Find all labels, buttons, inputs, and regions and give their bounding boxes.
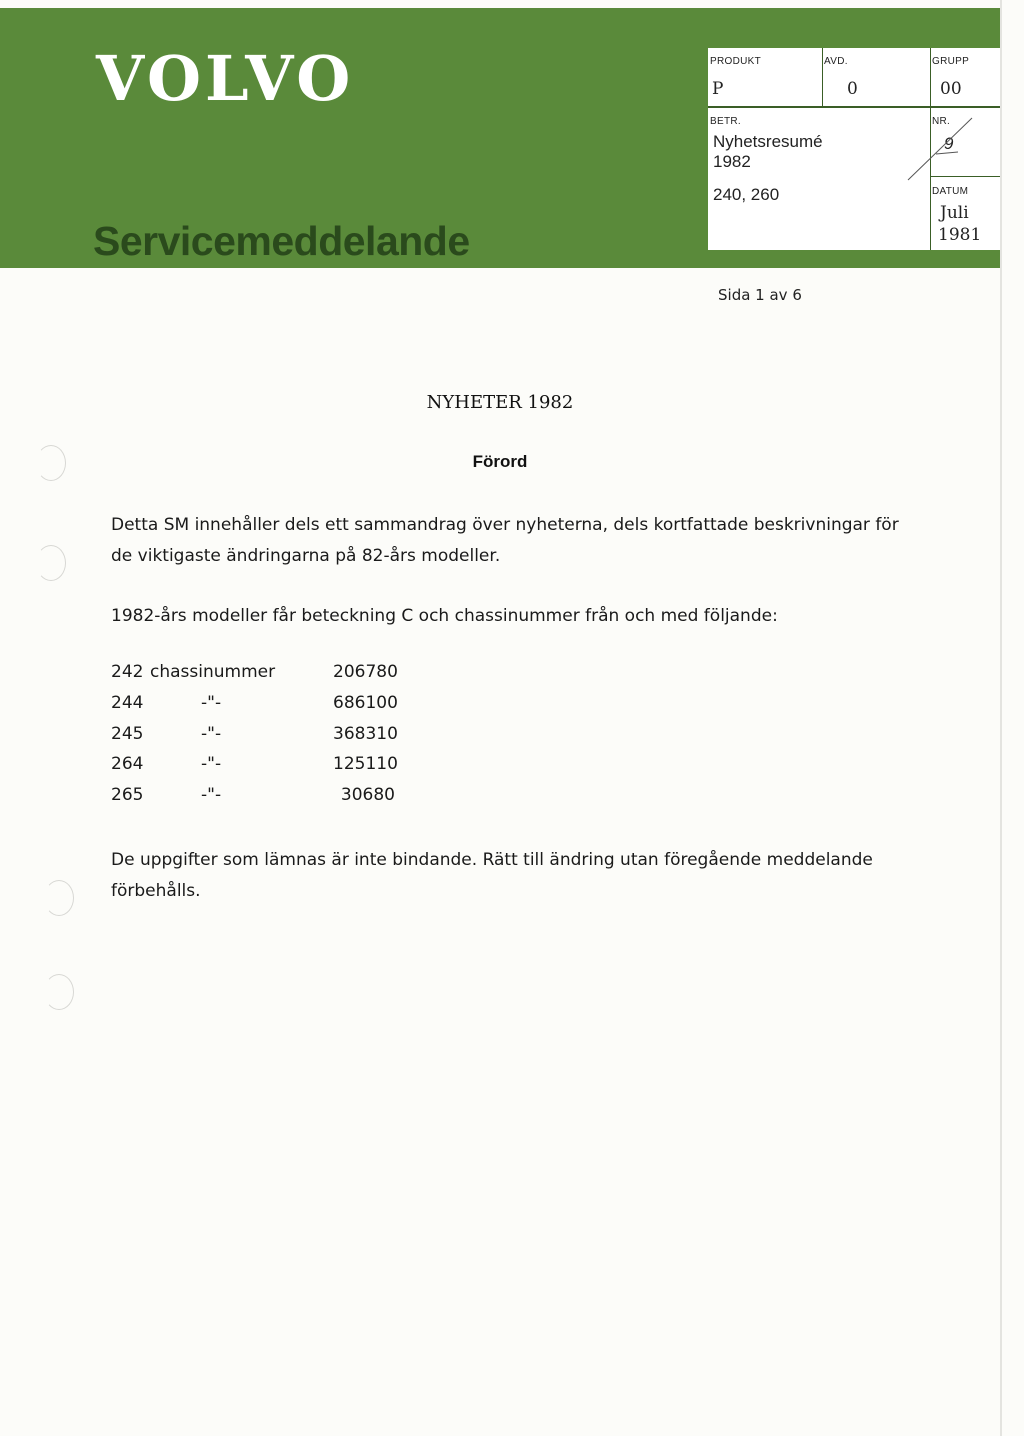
label-cell: chassinummer: [150, 662, 276, 682]
punch-hole-icon: [36, 445, 66, 481]
ditto-cell: -"-: [201, 693, 222, 713]
betr-label: BETR.: [710, 116, 741, 127]
chassis-number-cell: 368310: [333, 724, 398, 744]
datum-line-2: 1981: [938, 225, 982, 245]
intro-paragraph: Detta SM innehåller dels ett sammandrag över nyheterna, dels kortfattade beskrivningar för de viktigaste ändringarna på 82-års modeller.: [111, 515, 899, 566]
betr-line-2: 1982: [713, 152, 751, 171]
avd-label: AVD.: [824, 56, 848, 67]
ditto-cell: -"-: [201, 754, 222, 774]
produkt-value: P: [712, 79, 724, 99]
chassis-intro-paragraph: 1982-års modeller får beteckning C och chassinummer från och med följande:: [111, 606, 778, 626]
chassis-number-cell: 30680: [340, 785, 395, 805]
sub-heading: Förord: [472, 452, 528, 471]
info-box: [708, 48, 1000, 250]
divider: [822, 48, 823, 106]
chassis-number-cell: 206780: [333, 662, 398, 682]
betr-line-3: 240, 260: [713, 185, 780, 204]
grupp-label: GRUPP: [932, 56, 970, 67]
chassis-number-cell: 125110: [333, 754, 398, 774]
punch-hole-icon: [44, 974, 74, 1010]
model-cell: 264: [111, 754, 144, 774]
main-heading: NYHETER 1982: [426, 392, 574, 413]
model-cell: 244: [111, 693, 144, 713]
divider: [708, 106, 1000, 108]
ditto-cell: -"-: [201, 724, 222, 744]
page-edge: [1000, 0, 1002, 1436]
grupp-value: 00: [940, 79, 962, 99]
datum-label: DATUM: [932, 186, 969, 197]
datum-line-1: Juli: [940, 203, 969, 223]
betr-line-1: Nyhetsresumé: [713, 132, 823, 151]
model-cell: 242: [111, 662, 144, 682]
punch-hole-icon: [36, 545, 66, 581]
document-type-title: Servicemeddelande: [93, 218, 470, 264]
chassis-number-cell: 686100: [333, 693, 398, 713]
produkt-label: PRODUKT: [710, 56, 761, 67]
page-indicator: Sida 1 av 6: [718, 286, 802, 304]
punch-hole-icon: [44, 880, 74, 916]
handwritten-stroke-icon: [898, 114, 978, 184]
disclaimer-paragraph: De uppgifter som lämnas är inte bindande. Rätt till ändring utan föregående meddelande förbehålls.: [111, 850, 873, 901]
model-cell: 265: [111, 785, 144, 805]
volvo-logo: VOLVO: [96, 42, 355, 115]
nr-label: NR.: [932, 116, 951, 127]
ditto-cell: -"-: [201, 785, 222, 805]
nr-value: 9: [944, 134, 954, 153]
model-cell: 245: [111, 724, 144, 744]
avd-value: 0: [847, 79, 858, 99]
